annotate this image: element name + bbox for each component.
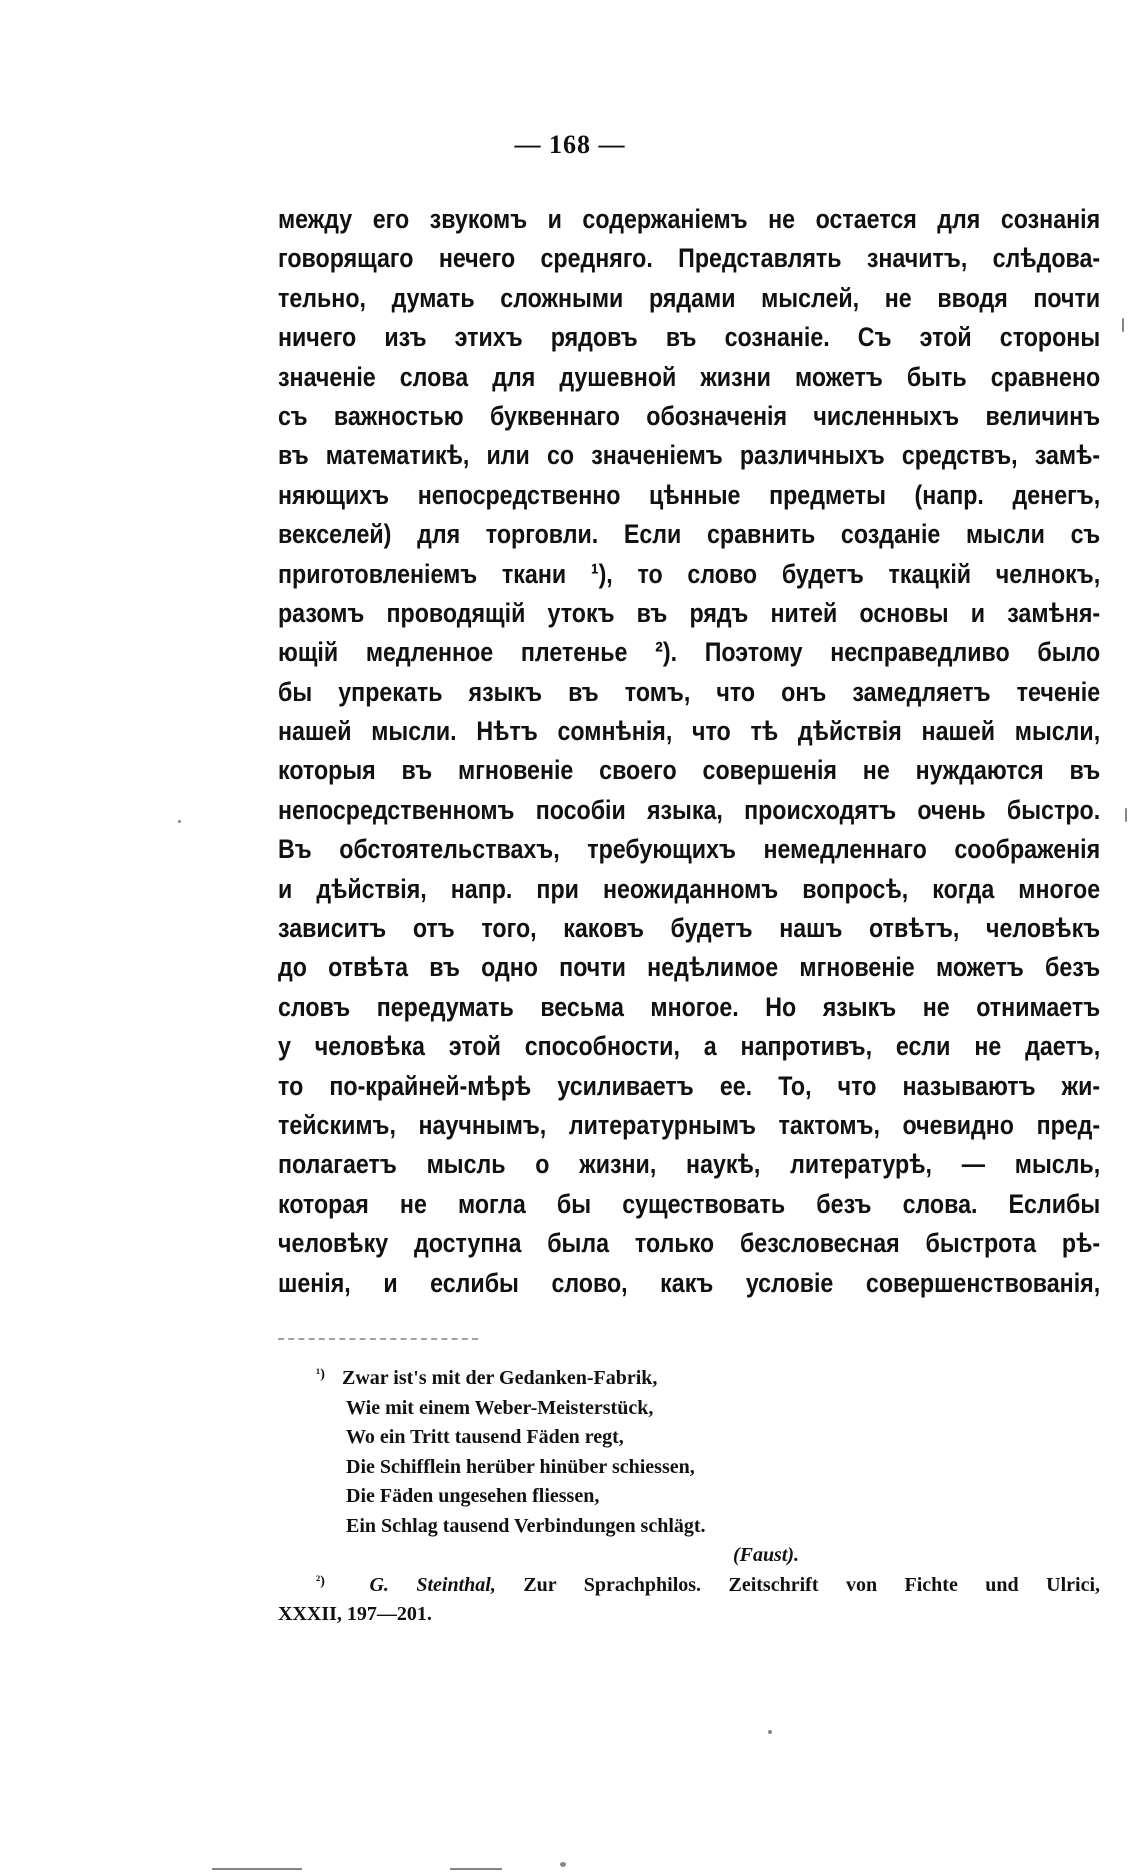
body-line: говорящаго нечего средняго. Представлять значитъ, слѣдова-: [278, 243, 1101, 274]
body-line: человѣку доступна была только безсловесная быстрота рѣ-: [278, 1228, 1101, 1259]
body-line: въ математикѣ, или со значеніемъ различныхъ средствъ, замѣ-: [278, 440, 1101, 471]
footnote-1: [316, 1364, 1100, 1571]
body-line: приготовленіемъ ткани ¹), то слово будетъ ткацкій челнокъ,: [278, 558, 1101, 589]
poem-line: Wo ein Tritt tausend Fäden regt,: [346, 1426, 624, 1448]
scan-edge-mark: [212, 1868, 302, 1870]
body-line: полагаетъ мысль о жизни, наукѣ, литературѣ, — мысль,: [278, 1149, 1101, 1180]
footnote-attribution: (Faust).: [732, 1544, 800, 1566]
footnote-2-line-2: XXXII, 197—201.: [278, 1603, 432, 1625]
poem-line: Wie mit einem Weber-Meisterstück,: [346, 1396, 654, 1419]
body-line: векселей) для торговли. Если сравнить созданіе мысли съ: [278, 519, 1101, 550]
body-line: между его звукомъ и содержаніемъ не остается для сознанія: [278, 204, 1101, 234]
scan-edge-mark: [450, 1868, 502, 1870]
scan-speck: [1122, 318, 1124, 332]
body-line: съ важностью буквеннаго обозначенія численныхъ величинъ: [278, 400, 1101, 431]
body-line: ющій медленное плетенье ²). Поэтому несправедливо было: [278, 637, 1101, 668]
body-text: [278, 200, 1101, 1303]
body-line: тейскимъ, научнымъ, литературнымъ тактомъ, очевидно пред-: [278, 1109, 1101, 1140]
poem-line-text: Zwar ist's mit der Gedanken-Fabrik,: [342, 1367, 658, 1389]
scan-speck: [1125, 808, 1127, 822]
body-line: то по-крайней-мѣрѣ усиливаетъ ее. То, что называютъ жи-: [278, 1070, 1101, 1101]
body-line: няющихъ непосредственно цѣнные предметы (напр. денегъ,: [278, 479, 1101, 510]
page-number: — 168 —: [514, 130, 626, 159]
footnote-divider: [278, 1338, 478, 1340]
footnote-2-text: Zur Sprachphilos. Zeitschrift von Fichte und Ulrici,: [523, 1573, 1101, 1596]
body-line: у человѣка этой способности, а напротивъ, если не даетъ,: [278, 1031, 1101, 1062]
scan-speck: [178, 820, 181, 823]
footnote-author: G. Steinthal,: [369, 1573, 496, 1596]
body-line: зависитъ отъ того, каковъ будетъ нашъ отвѣтъ, человѣкъ: [278, 913, 1101, 944]
body-line: разомъ проводящій утокъ въ рядъ нитей основы и замѣня-: [278, 597, 1101, 628]
body-line: тельно, думать сложными рядами мыслей, не вводя почти: [278, 282, 1101, 313]
body-line: бы упрекать языкъ въ томъ, что онъ замедляетъ теченіе: [278, 676, 1101, 707]
body-line: непосредственномъ пособіи языка, происходятъ очень быстро.: [278, 794, 1101, 825]
poem-line: Die Schifflein herüber hinüber schiessen,: [346, 1455, 695, 1478]
scan-speck: [560, 1862, 566, 1867]
body-line: которыя въ мгновеніе своего совершенія не нуждаются въ: [278, 755, 1101, 786]
scan-speck: [768, 1730, 772, 1734]
body-line: словъ передумать весьма многое. Но языкъ не отнимаетъ: [278, 991, 1101, 1022]
body-line: и дѣйствія, напр. при неожиданномъ вопросѣ, когда многое: [278, 873, 1101, 904]
body-line: шенія, и еслибы слово, какъ условіе совершенствованія,: [278, 1267, 1101, 1298]
body-line: нашей мысли. Нѣтъ сомнѣнія, что тѣ дѣйствія нашей мысли,: [278, 716, 1101, 747]
footnotes: [278, 1364, 1100, 1630]
body-line: ничего изъ этихъ рядовъ въ сознаніе. Съ этой стороны: [278, 322, 1101, 353]
body-line: до отвѣта въ одно почти недѣлимое мгновеніе можетъ безъ: [278, 952, 1101, 983]
body-line: Въ обстоятельствахъ, требующихъ немедленнаго соображенія: [278, 834, 1101, 865]
body-line: значеніе слова для душевной жизни можетъ быть сравнено: [278, 361, 1101, 392]
body-line: которая не могла бы существовать безъ слова. Еслибы: [278, 1188, 1101, 1219]
poem-line: ¹) Zwar ist's mit der Gedanken-Fabrik,: [316, 1367, 658, 1389]
footnote-2: [278, 1571, 1100, 1630]
footnote-2-line-1: ²) G. Steinthal, Zur Sprachphilos. Zeitschrift von Fichte und Ulrici,: [316, 1573, 1101, 1596]
poem-line: Die Fäden ungesehen fliessen,: [346, 1485, 600, 1507]
poem-line: Ein Schlag tausend Verbindungen schlägt.: [346, 1514, 706, 1537]
